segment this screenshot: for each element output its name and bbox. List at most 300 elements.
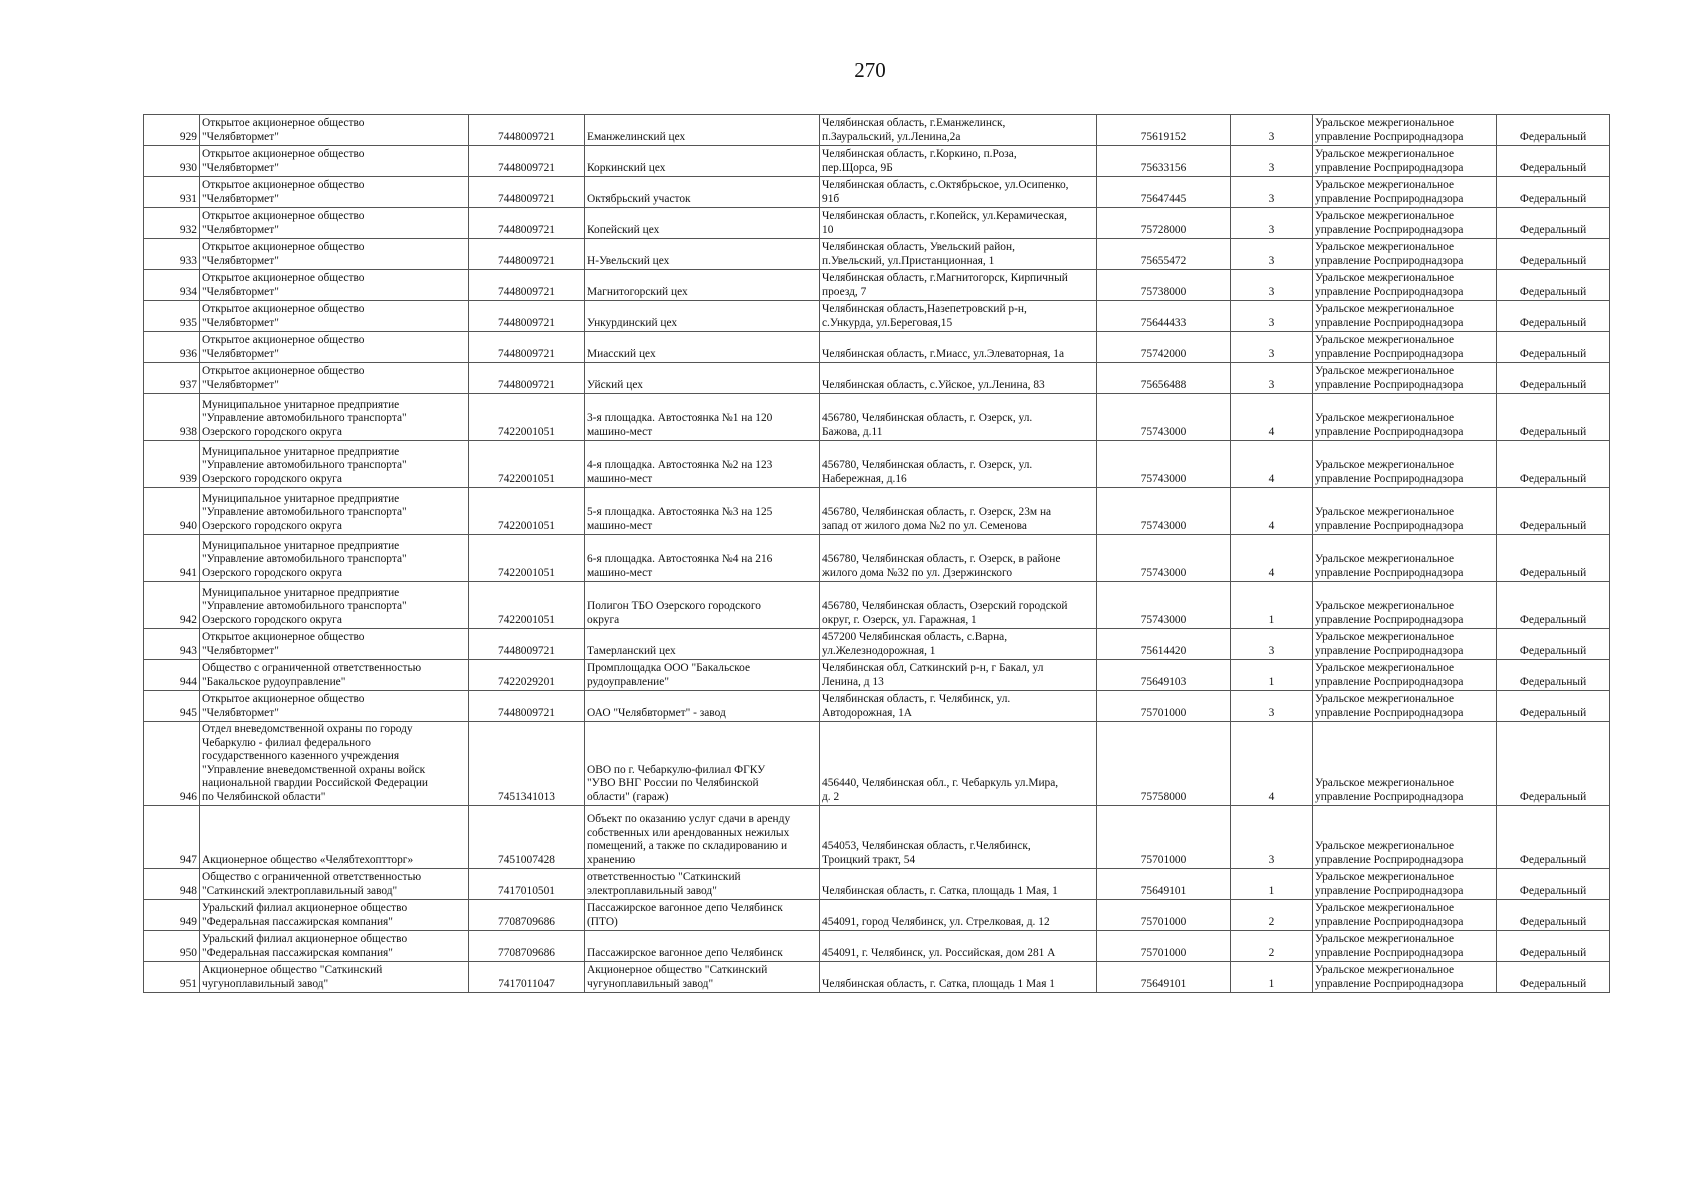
organization-cell-line: Общество с ограниченной ответственностью	[202, 871, 422, 883]
object-name-cell	[585, 270, 820, 301]
supervision-level-cell: Федеральный	[1497, 806, 1610, 869]
table-body	[144, 115, 1610, 993]
organization-cell	[200, 660, 469, 691]
table-row	[144, 869, 1610, 900]
row-number-cell: 945	[144, 691, 200, 722]
organization-cell-line: "Управление автомобильного транспорта"	[202, 459, 407, 471]
supervision-level-cell: Федеральный	[1497, 691, 1610, 722]
address-cell-line: 454091, г. Челябинск, ул. Российская, дом 281 А	[822, 946, 1056, 959]
object-name-cell	[585, 363, 820, 394]
object-name-cell	[585, 691, 820, 722]
organization-cell-line: "Федеральная пассажирская компания"	[202, 946, 393, 959]
supervision-level-cell: Федеральный	[1497, 535, 1610, 582]
object-name-cell	[585, 722, 820, 806]
organization-cell	[200, 582, 469, 629]
row-number-cell: 938	[144, 394, 200, 441]
inn-cell: 7448009721	[469, 270, 585, 301]
address-cell-line: ул.Железнодорожная, 1	[822, 644, 936, 657]
agency-cell	[1313, 301, 1497, 332]
row-number-cell: 947	[144, 806, 200, 869]
object-name-cell	[585, 441, 820, 488]
inn-cell: 7422001051	[469, 582, 585, 629]
category-cell: 4	[1231, 488, 1313, 535]
supervision-level-cell: Федеральный	[1497, 722, 1610, 806]
inn-cell: 7422029201	[469, 660, 585, 691]
oktmo-cell: 75614420	[1097, 629, 1231, 660]
object-name-cell	[585, 394, 820, 441]
row-number-cell: 929	[144, 115, 200, 146]
address-cell	[820, 806, 1097, 869]
table-row	[144, 806, 1610, 869]
address-cell	[820, 931, 1097, 962]
address-cell	[820, 488, 1097, 535]
agency-cell-line: управление Росприроднадзора	[1315, 706, 1464, 719]
organization-cell-line: "Саткинский электроплавильный завод"	[202, 884, 398, 897]
organization-cell	[200, 869, 469, 900]
inn-cell: 7448009721	[469, 208, 585, 239]
object-name-cell	[585, 177, 820, 208]
agency-cell-line: управление Росприроднадзора	[1315, 223, 1464, 236]
organization-cell-line: "Федеральная пассажирская компания"	[202, 915, 393, 928]
agency-cell-line: Уральское межрегиональное	[1315, 210, 1455, 222]
category-cell: 3	[1231, 146, 1313, 177]
object-name-cell-line: округа	[587, 613, 620, 626]
agency-cell-line: управление Росприроднадзора	[1315, 675, 1464, 688]
address-cell	[820, 394, 1097, 441]
address-cell	[820, 900, 1097, 931]
row-number-cell: 951	[144, 962, 200, 993]
object-name-cell-line: машино-мест	[587, 425, 653, 438]
oktmo-cell: 75743000	[1097, 535, 1231, 582]
object-name-cell-line: хранению	[587, 853, 636, 866]
object-name-cell	[585, 931, 820, 962]
table-row	[144, 332, 1610, 363]
address-cell-line: Бажова, д.11	[822, 425, 883, 438]
supervision-level-cell: Федеральный	[1497, 146, 1610, 177]
supervision-level-cell: Федеральный	[1497, 208, 1610, 239]
address-cell-line: 10	[822, 223, 834, 236]
address-cell-line: Челябинская область, с.Уйское, ул.Ленина, 83	[822, 378, 1045, 391]
agency-cell	[1313, 177, 1497, 208]
inn-cell: 7417011047	[469, 962, 585, 993]
address-cell-line: пер.Щорса, 9Б	[822, 161, 893, 174]
address-cell-line: Троицкий тракт, 54	[822, 853, 916, 866]
object-name-cell-line: Объект по оказанию услуг сдачи в аренду	[587, 813, 791, 825]
address-cell	[820, 582, 1097, 629]
object-name-cell-line: Миасский цех	[587, 347, 656, 360]
agency-cell-line: Уральское межрегиональное	[1315, 933, 1455, 945]
agency-cell-line: управление Росприроднадзора	[1315, 790, 1464, 803]
agency-cell-line: управление Росприроднадзора	[1315, 884, 1464, 897]
agency-cell-line: Уральское межрегиональное	[1315, 662, 1455, 674]
organization-cell	[200, 691, 469, 722]
address-cell	[820, 332, 1097, 363]
agency-cell-line: Уральское межрегиональное	[1315, 179, 1455, 191]
supervision-level-cell: Федеральный	[1497, 115, 1610, 146]
object-name-cell-line: (ПТО)	[587, 915, 618, 928]
organization-cell	[200, 806, 469, 869]
address-cell-line: округ, г. Озерск, ул. Гаражная, 1	[822, 613, 977, 626]
address-cell-line: проезд, 7	[822, 285, 867, 298]
object-name-cell-line: 3-я площадка. Автостоянка №1 на 120	[587, 412, 773, 424]
organization-cell-line: "Челябвтормет"	[202, 223, 279, 236]
table-row	[144, 488, 1610, 535]
organization-cell-line: Открытое акционерное общество	[202, 272, 365, 284]
organization-cell	[200, 177, 469, 208]
organization-cell	[200, 239, 469, 270]
organization-cell-line: Озерского городского округа	[202, 613, 342, 626]
agency-cell-line: управление Росприроднадзора	[1315, 161, 1464, 174]
row-number-cell: 939	[144, 441, 200, 488]
object-name-cell	[585, 535, 820, 582]
agency-cell-line: Уральское межрегиональное	[1315, 902, 1455, 914]
supervision-level-cell: Федеральный	[1497, 962, 1610, 993]
address-cell	[820, 239, 1097, 270]
object-name-cell-line: "УВО ВНГ России по Челябинской	[587, 777, 759, 789]
organization-cell-line: Открытое акционерное общество	[202, 117, 365, 129]
address-cell-line: Челябинская область, г. Сатка, площадь 1 Мая, 1	[822, 884, 1058, 897]
inn-cell: 7448009721	[469, 146, 585, 177]
object-name-cell-line: Пассажирское вагонное депо Челябинск	[587, 902, 783, 914]
address-cell-line: 454053, Челябинская область, г.Челябинск,	[822, 840, 1031, 852]
oktmo-cell: 75701000	[1097, 806, 1231, 869]
agency-cell	[1313, 962, 1497, 993]
organization-cell-line: чугуноплавильный завод"	[202, 977, 329, 990]
table-row	[144, 363, 1610, 394]
address-cell	[820, 301, 1097, 332]
oktmo-cell: 75743000	[1097, 582, 1231, 629]
agency-cell-line: Уральское межрегиональное	[1315, 506, 1455, 518]
address-cell	[820, 177, 1097, 208]
address-cell-line: жилого дома №32 по ул. Дзержинского	[822, 566, 1013, 579]
registry-table	[143, 114, 1610, 993]
address-cell	[820, 441, 1097, 488]
address-cell-line: п.Зауральский, ул.Ленина,2а	[822, 130, 961, 143]
table-row	[144, 629, 1610, 660]
inn-cell: 7448009721	[469, 301, 585, 332]
organization-cell-line: Открытое акционерное общество	[202, 334, 365, 346]
agency-cell-line: управление Росприроднадзора	[1315, 347, 1464, 360]
oktmo-cell: 75649103	[1097, 660, 1231, 691]
agency-cell	[1313, 488, 1497, 535]
supervision-level-cell: Федеральный	[1497, 441, 1610, 488]
inn-cell: 7448009721	[469, 239, 585, 270]
category-cell: 3	[1231, 806, 1313, 869]
organization-cell-line: Открытое акционерное общество	[202, 148, 365, 160]
table-row	[144, 208, 1610, 239]
agency-cell-line: Уральское межрегиональное	[1315, 631, 1455, 643]
organization-cell-line: Муниципальное унитарное предприятие	[202, 445, 400, 458]
oktmo-cell: 75743000	[1097, 488, 1231, 535]
organization-cell-line: "Челябвтормет"	[202, 644, 279, 657]
object-name-cell-line: Полигон ТБО Озерского городского	[587, 600, 761, 612]
agency-cell-line: Уральское межрегиональное	[1315, 553, 1455, 565]
oktmo-cell: 75619152	[1097, 115, 1231, 146]
row-number-cell: 931	[144, 177, 200, 208]
agency-cell-line: Уральское межрегиональное	[1315, 272, 1455, 284]
organization-cell-line: государственного казенного учреждения	[202, 750, 400, 762]
agency-cell-line: управление Росприроднадзора	[1315, 613, 1464, 626]
address-cell-line: Челябинская обл, Саткинский р-н, г Бакал, ул	[822, 662, 1044, 674]
organization-cell-line: Акционерное общество "Саткинский	[202, 964, 383, 976]
supervision-level-cell: Федеральный	[1497, 363, 1610, 394]
oktmo-cell: 75701000	[1097, 900, 1231, 931]
organization-cell-line: "Челябвтормет"	[202, 254, 279, 267]
address-cell-line: Челябинская область, г. Челябинск, ул.	[822, 693, 1011, 705]
agency-cell	[1313, 441, 1497, 488]
category-cell: 1	[1231, 582, 1313, 629]
address-cell-line: п.Увельский, ул.Пристанционная, 1	[822, 254, 995, 267]
inn-cell: 7708709686	[469, 931, 585, 962]
object-name-cell-line: области" (гараж)	[587, 790, 669, 803]
row-number-cell: 942	[144, 582, 200, 629]
table-row	[144, 535, 1610, 582]
agency-cell	[1313, 208, 1497, 239]
address-cell-line: Челябинская область, с.Октябрьское, ул.Осипенко,	[822, 179, 1069, 191]
table-row	[144, 441, 1610, 488]
object-name-cell-line: 4-я площадка. Автостоянка №2 на 123	[587, 459, 773, 471]
object-name-cell	[585, 301, 820, 332]
supervision-level-cell: Федеральный	[1497, 931, 1610, 962]
agency-cell-line: управление Росприроднадзора	[1315, 519, 1464, 532]
oktmo-cell: 75649101	[1097, 869, 1231, 900]
object-name-cell-line: машино-мест	[587, 472, 653, 485]
agency-cell-line: Уральское межрегиональное	[1315, 459, 1455, 471]
agency-cell	[1313, 629, 1497, 660]
object-name-cell-line: Еманжелинский цех	[587, 130, 686, 143]
object-name-cell-line: ОВО по г. Чебаркулю-филиал ФГКУ	[587, 763, 766, 776]
organization-cell-line: Уральский филиал акционерное общество	[202, 902, 408, 914]
supervision-level-cell: Федеральный	[1497, 488, 1610, 535]
object-name-cell-line: чугуноплавильный завод"	[587, 977, 714, 990]
table-row	[144, 301, 1610, 332]
category-cell: 3	[1231, 301, 1313, 332]
row-number-cell: 930	[144, 146, 200, 177]
organization-cell-line: Муниципальное унитарное предприятие	[202, 539, 400, 552]
oktmo-cell: 75656488	[1097, 363, 1231, 394]
organization-cell-line: Уральский филиал акционерное общество	[202, 933, 408, 945]
address-cell	[820, 660, 1097, 691]
organization-cell-line: по Челябинской области"	[202, 790, 326, 803]
oktmo-cell: 75701000	[1097, 931, 1231, 962]
organization-cell-line: Открытое акционерное общество	[202, 303, 365, 315]
agency-cell-line: управление Росприроднадзора	[1315, 915, 1464, 928]
organization-cell	[200, 722, 469, 806]
row-number-cell: 949	[144, 900, 200, 931]
organization-cell-line: Муниципальное унитарное предприятие	[202, 492, 400, 505]
table-row	[144, 270, 1610, 301]
organization-cell-line: "Управление автомобильного транспорта"	[202, 600, 407, 612]
category-cell: 1	[1231, 869, 1313, 900]
category-cell: 3	[1231, 691, 1313, 722]
object-name-cell	[585, 582, 820, 629]
address-cell-line: Челябинская область, г.Миасс, ул.Элеваторная, 1а	[822, 347, 1064, 360]
organization-cell	[200, 146, 469, 177]
inn-cell: 7417010501	[469, 869, 585, 900]
oktmo-cell: 75701000	[1097, 691, 1231, 722]
organization-cell-line: Открытое акционерное общество	[202, 241, 365, 253]
inn-cell: 7708709686	[469, 900, 585, 931]
organization-cell-line: "Управление автомобильного транспорта"	[202, 553, 407, 565]
inn-cell: 7451007428	[469, 806, 585, 869]
inn-cell: 7448009721	[469, 332, 585, 363]
address-cell	[820, 115, 1097, 146]
address-cell-line: Челябинская область, г.Копейск, ул.Керамическая,	[822, 210, 1067, 222]
row-number-cell: 935	[144, 301, 200, 332]
supervision-level-cell: Федеральный	[1497, 394, 1610, 441]
page-number: 270	[854, 58, 886, 82]
organization-cell	[200, 962, 469, 993]
agency-cell-line: управление Росприроднадзора	[1315, 472, 1464, 485]
agency-cell	[1313, 115, 1497, 146]
row-number-cell: 943	[144, 629, 200, 660]
address-cell	[820, 535, 1097, 582]
inn-cell: 7448009721	[469, 363, 585, 394]
organization-cell-line: "Челябвтормет"	[202, 130, 279, 143]
agency-cell	[1313, 806, 1497, 869]
row-number-cell: 948	[144, 869, 200, 900]
organization-cell-line: "Челябвтормет"	[202, 161, 279, 174]
inn-cell: 7448009721	[469, 177, 585, 208]
supervision-level-cell: Федеральный	[1497, 629, 1610, 660]
agency-cell-line: управление Росприроднадзора	[1315, 285, 1464, 298]
table-row	[144, 722, 1610, 806]
object-name-cell-line: Коркинский цех	[587, 161, 666, 174]
agency-cell-line: Уральское межрегиональное	[1315, 303, 1455, 315]
object-name-cell-line: электроплавильный завод"	[587, 884, 717, 897]
supervision-level-cell: Федеральный	[1497, 270, 1610, 301]
row-number-cell: 941	[144, 535, 200, 582]
agency-cell-line: управление Росприроднадзора	[1315, 130, 1464, 143]
object-name-cell	[585, 332, 820, 363]
oktmo-cell: 75758000	[1097, 722, 1231, 806]
organization-cell	[200, 441, 469, 488]
agency-cell-line: Уральское межрегиональное	[1315, 117, 1455, 129]
table-row	[144, 146, 1610, 177]
oktmo-cell: 75644433	[1097, 301, 1231, 332]
category-cell: 3	[1231, 363, 1313, 394]
address-cell-line: Автодорожная, 1А	[822, 706, 912, 719]
address-cell	[820, 146, 1097, 177]
inn-cell: 7448009721	[469, 691, 585, 722]
object-name-cell	[585, 900, 820, 931]
agency-cell	[1313, 270, 1497, 301]
table-row	[144, 900, 1610, 931]
object-name-cell	[585, 146, 820, 177]
organization-cell	[200, 332, 469, 363]
address-cell-line: 456780, Челябинская область, г. Озерск, 23м на	[822, 506, 1052, 518]
category-cell: 3	[1231, 239, 1313, 270]
object-name-cell	[585, 869, 820, 900]
organization-cell-line: "Челябвтормет"	[202, 316, 279, 329]
agency-cell-line: Уральское межрегиональное	[1315, 777, 1455, 789]
object-name-cell-line: 5-я площадка. Автостоянка №3 на 125	[587, 506, 773, 518]
agency-cell-line: Уральское межрегиональное	[1315, 148, 1455, 160]
organization-cell-line: "Управление автомобильного транспорта"	[202, 506, 407, 518]
object-name-cell	[585, 208, 820, 239]
organization-cell	[200, 931, 469, 962]
agency-cell-line: управление Росприроднадзора	[1315, 316, 1464, 329]
category-cell: 3	[1231, 115, 1313, 146]
oktmo-cell: 75633156	[1097, 146, 1231, 177]
organization-cell-line: "Челябвтормет"	[202, 706, 279, 719]
agency-cell-line: Уральское межрегиональное	[1315, 241, 1455, 253]
inn-cell: 7422001051	[469, 441, 585, 488]
organization-cell-line: Чебаркулю - филиал федерального	[202, 736, 371, 749]
object-name-cell-line: Магнитогорский цех	[587, 285, 688, 298]
organization-cell-line: "Бакальское рудоуправление"	[202, 675, 346, 688]
agency-cell	[1313, 931, 1497, 962]
category-cell: 4	[1231, 394, 1313, 441]
agency-cell-line: управление Росприроднадзора	[1315, 853, 1464, 866]
address-cell	[820, 962, 1097, 993]
organization-cell-line: Общество с ограниченной ответственностью	[202, 662, 422, 674]
object-name-cell-line: Акционерное общество "Саткинский	[587, 964, 768, 976]
agency-cell-line: управление Росприроднадзора	[1315, 946, 1464, 959]
inn-cell: 7448009721	[469, 629, 585, 660]
address-cell-line: Челябинская область, Увельский район,	[822, 241, 1015, 253]
object-name-cell-line: Тамерланский цех	[587, 644, 676, 657]
organization-cell-line: Открытое акционерное общество	[202, 631, 365, 643]
row-number-cell: 932	[144, 208, 200, 239]
agency-cell-line: Уральское межрегиональное	[1315, 871, 1455, 883]
table-row	[144, 582, 1610, 629]
category-cell: 4	[1231, 441, 1313, 488]
agency-cell	[1313, 332, 1497, 363]
supervision-level-cell: Федеральный	[1497, 301, 1610, 332]
organization-cell	[200, 488, 469, 535]
category-cell: 1	[1231, 660, 1313, 691]
organization-cell-line: Открытое акционерное общество	[202, 210, 365, 222]
organization-cell-line: "Управление автомобильного транспорта"	[202, 412, 407, 424]
oktmo-cell: 75655472	[1097, 239, 1231, 270]
agency-cell-line: Уральское межрегиональное	[1315, 964, 1455, 976]
object-name-cell	[585, 660, 820, 691]
organization-cell	[200, 394, 469, 441]
organization-cell	[200, 900, 469, 931]
agency-cell	[1313, 900, 1497, 931]
object-name-cell	[585, 115, 820, 146]
table-row	[144, 931, 1610, 962]
address-cell-line: Челябинская область, г.Коркино, п.Роза,	[822, 148, 1017, 160]
supervision-level-cell: Федеральный	[1497, 869, 1610, 900]
organization-cell-line: Муниципальное унитарное предприятие	[202, 398, 400, 411]
organization-cell-line: "Челябвтормет"	[202, 378, 279, 391]
address-cell-line: 456780, Челябинская область, г. Озерск, ул.	[822, 459, 1033, 471]
organization-cell-line: Озерского городского округа	[202, 566, 342, 579]
supervision-level-cell: Федеральный	[1497, 332, 1610, 363]
agency-cell-line: Уральское межрегиональное	[1315, 840, 1455, 852]
inn-cell: 7422001051	[469, 488, 585, 535]
address-cell-line: 454091, город Челябинск, ул. Стрелковая, д. 12	[822, 915, 1050, 928]
agency-cell	[1313, 535, 1497, 582]
address-cell	[820, 629, 1097, 660]
organization-cell-line: "Челябвтормет"	[202, 192, 279, 205]
agency-cell	[1313, 869, 1497, 900]
object-name-cell	[585, 629, 820, 660]
address-cell	[820, 869, 1097, 900]
object-name-cell	[585, 962, 820, 993]
inn-cell: 7422001051	[469, 394, 585, 441]
address-cell-line: Ленина, д 13	[822, 675, 884, 688]
address-cell-line: 457200 Челябинская область, с.Варна,	[822, 631, 1008, 643]
address-cell-line: 456440, Челябинская обл., г. Чебаркуль ул.Мира,	[822, 777, 1059, 789]
object-name-cell	[585, 239, 820, 270]
category-cell: 2	[1231, 900, 1313, 931]
organization-cell	[200, 629, 469, 660]
table-row	[144, 239, 1610, 270]
address-cell-line: с.Ункурда, ул.Береговая,15	[822, 316, 953, 329]
